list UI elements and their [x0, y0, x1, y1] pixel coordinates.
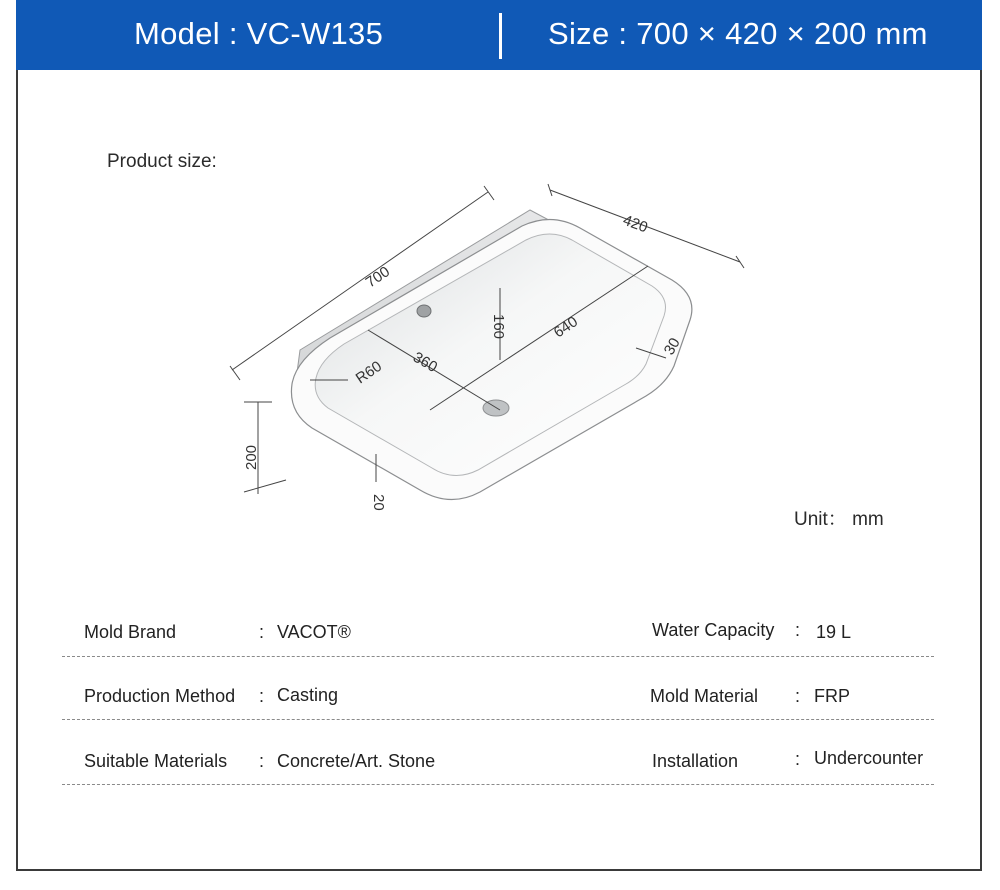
production-method-label: Production Method: [84, 686, 236, 706]
suitable-materials-label: Suitable Materials: [84, 751, 228, 771]
unit-label: Unit： mm: [794, 509, 884, 530]
mold-brand-value: VACOT®: [277, 622, 351, 642]
water-capacity-sep: :: [795, 620, 801, 640]
suitable-materials-value: Concrete/Art. Stone: [277, 751, 436, 771]
product-size-label: Product size:: [107, 151, 217, 172]
dim-wall: 20: [370, 494, 387, 511]
installation-sep: :: [795, 749, 801, 769]
water-capacity-label: Water Capacity: [652, 620, 775, 640]
row-divider-1: [62, 656, 934, 657]
spec-row-3: [62, 748, 934, 791]
overflow-hole: [417, 305, 431, 317]
mold-material-sep: :: [795, 686, 801, 706]
dim-length: 700: [362, 263, 393, 292]
size-title: Size : 700 × 420 × 200 mm: [548, 16, 928, 51]
mold-material-value: FRP: [814, 686, 850, 706]
model-title: Model : VC-W135: [134, 16, 384, 51]
production-method-value: Casting: [277, 685, 339, 705]
dim-height: 200: [243, 444, 260, 470]
mold-brand-sep: :: [259, 622, 265, 642]
mold-material-label: Mold Material: [650, 686, 759, 706]
row-divider-2: [62, 719, 934, 720]
spec-row-2: [62, 686, 934, 726]
installation-value: Undercounter: [814, 748, 924, 768]
suitable-materials-sep: :: [259, 751, 265, 771]
mold-brand-label: Mold Brand: [84, 622, 177, 642]
sink-drawing: [200, 170, 760, 530]
row-divider-3: [62, 784, 934, 785]
header-bar: [16, 0, 982, 70]
dim-depth: 160: [490, 314, 507, 340]
production-method-sep: :: [259, 686, 265, 706]
dim-corner-radius: R60: [352, 357, 386, 388]
dim-inner-length: 640: [550, 313, 581, 342]
dim-rim: 30: [660, 335, 684, 358]
header-divider: [499, 13, 502, 59]
water-capacity-value: 19 L: [816, 622, 852, 642]
installation-label: Installation: [652, 751, 739, 771]
dim-width: 420: [620, 211, 650, 237]
dim-inner-width: 360: [410, 348, 441, 376]
